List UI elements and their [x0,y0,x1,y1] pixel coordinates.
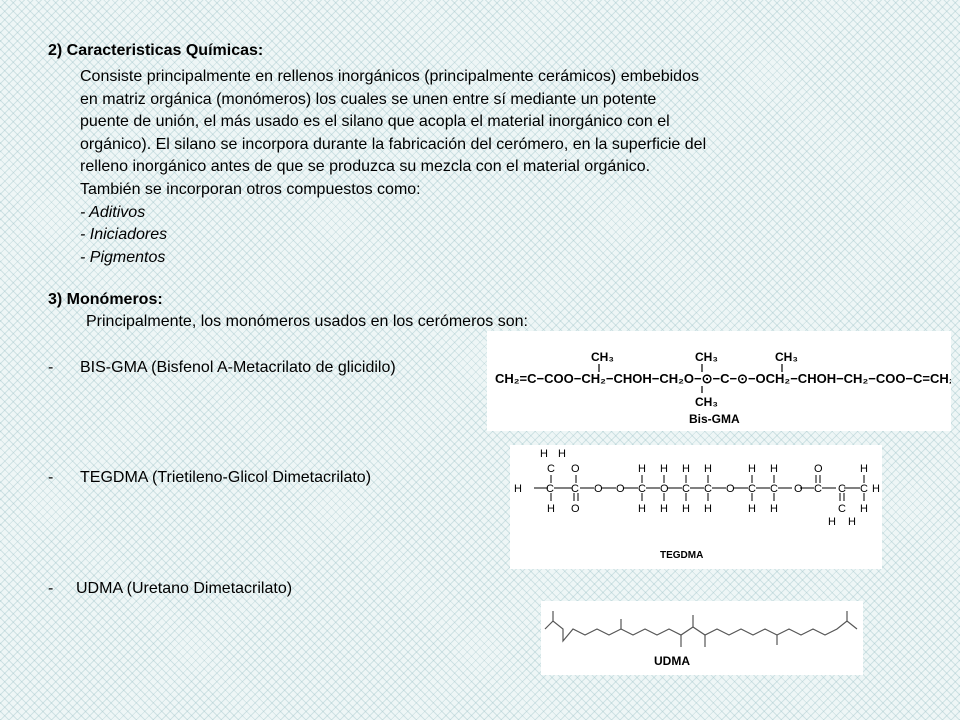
paragraph-line: Consiste principalmente en rellenos inorgánicos (principalmente cerámicos) embebidos [80,68,699,85]
tegdma-figure-label: TEGDMA [660,550,704,561]
svg-text:C: C [838,503,846,515]
monomer-name-bisgma: BIS-GMA (Bisfenol A-Metacrilato de glicidilo) [80,359,396,376]
bisgma-formula-main: CH₂=C−COO−CH₂−CHOH−CH₂O−⊙−C−⊙−OCH₂−CHOH−CH₂−COO−C=CH₂ [495,371,951,386]
svg-text:O: O [794,483,803,495]
paragraph-line: orgánico). El silano se incorpora durante la fabricación del cerómero, en la superficie del [80,135,707,153]
svg-text:O: O [616,483,625,495]
bisgma-structure-diagram [487,331,951,431]
bisgma-figure-label: Bis-GMA [689,412,740,426]
list-dash: - [48,469,54,486]
svg-text:H: H [860,463,868,475]
svg-text:H: H [704,463,712,475]
svg-text:O: O [571,463,580,475]
bisgma-structure-figure [487,331,951,431]
svg-text:C: C [547,463,555,475]
svg-text:H: H [682,463,690,475]
svg-text:C: C [814,483,822,495]
svg-text:H: H [638,463,646,475]
svg-text:O: O [814,463,823,475]
paragraph-line: También se incorporan otros compuestos como: [80,180,421,198]
svg-text:H: H [704,503,712,515]
svg-text:H: H [828,516,836,528]
svg-text:C: C [770,483,778,495]
svg-text:C: C [860,483,868,495]
section-heading-monomeros: 3) Monómeros: [48,291,163,308]
section-paragraph [80,66,840,269]
tegdma-structure-diagram [510,445,882,569]
svg-text:O: O [726,483,735,495]
svg-text:H: H [748,463,756,475]
list-dash: - [48,580,54,597]
tegdma-structure-figure [510,445,882,569]
section-intro: Principalmente, los monómeros usados en los cerómeros son: [86,313,528,330]
svg-text:O: O [660,483,669,495]
svg-text:H: H [860,503,868,515]
bisgma-ch3-label: CH₃ [591,350,614,364]
svg-text:H: H [514,483,522,495]
bisgma-ch3-label: CH₃ [695,350,718,364]
svg-text:O: O [594,483,603,495]
svg-text:C: C [748,483,756,495]
svg-text:H: H [660,503,668,515]
svg-text:C: C [704,483,712,495]
svg-text:H: H [770,503,778,515]
svg-text:H: H [872,483,880,495]
paragraph-line: relleno inorgánico antes de que se produzca su mezcla con el material orgánico. [80,158,651,176]
svg-text:H: H [748,503,756,515]
section-heading-quimicas: 2) Caracteristicas Químicas: [48,42,264,59]
additive-item: - Pigmentos [80,248,166,266]
svg-text:H: H [770,463,778,475]
udma-structure-diagram [541,601,863,675]
svg-text:H: H [540,448,548,460]
paragraph-line: en matriz orgánica (monómeros) los cuales se unen entre sí mediante un potente [80,90,657,108]
svg-text:H: H [848,516,856,528]
svg-text:H: H [558,448,566,460]
svg-text:H: H [660,463,668,475]
additive-item: - Aditivos [80,203,146,221]
svg-text:C: C [638,483,646,495]
udma-figure-label: UDMA [654,654,690,668]
svg-text:H: H [547,503,555,515]
list-dash: - [48,359,54,376]
svg-text:C: C [546,483,554,495]
svg-text:C: C [838,483,846,495]
paragraph-line: puente de unión, el más usado es el silano que acopla el material inorgánico con el [80,113,670,131]
svg-text:C: C [682,483,690,495]
svg-text:C: C [571,483,579,495]
bisgma-ch3-label: CH₃ [775,350,798,364]
monomer-name-udma: UDMA (Uretano Dimetacrilato) [76,580,293,597]
monomer-name-tegdma: TEGDMA (Trietileno-Glicol Dimetacrilato) [80,469,372,486]
svg-text:H: H [638,503,646,515]
udma-structure-figure [541,601,863,675]
svg-text:O: O [571,503,580,515]
bisgma-ch3-label: CH₃ [695,395,718,409]
additive-item: - Iniciadores [80,226,168,244]
svg-text:H: H [682,503,690,515]
